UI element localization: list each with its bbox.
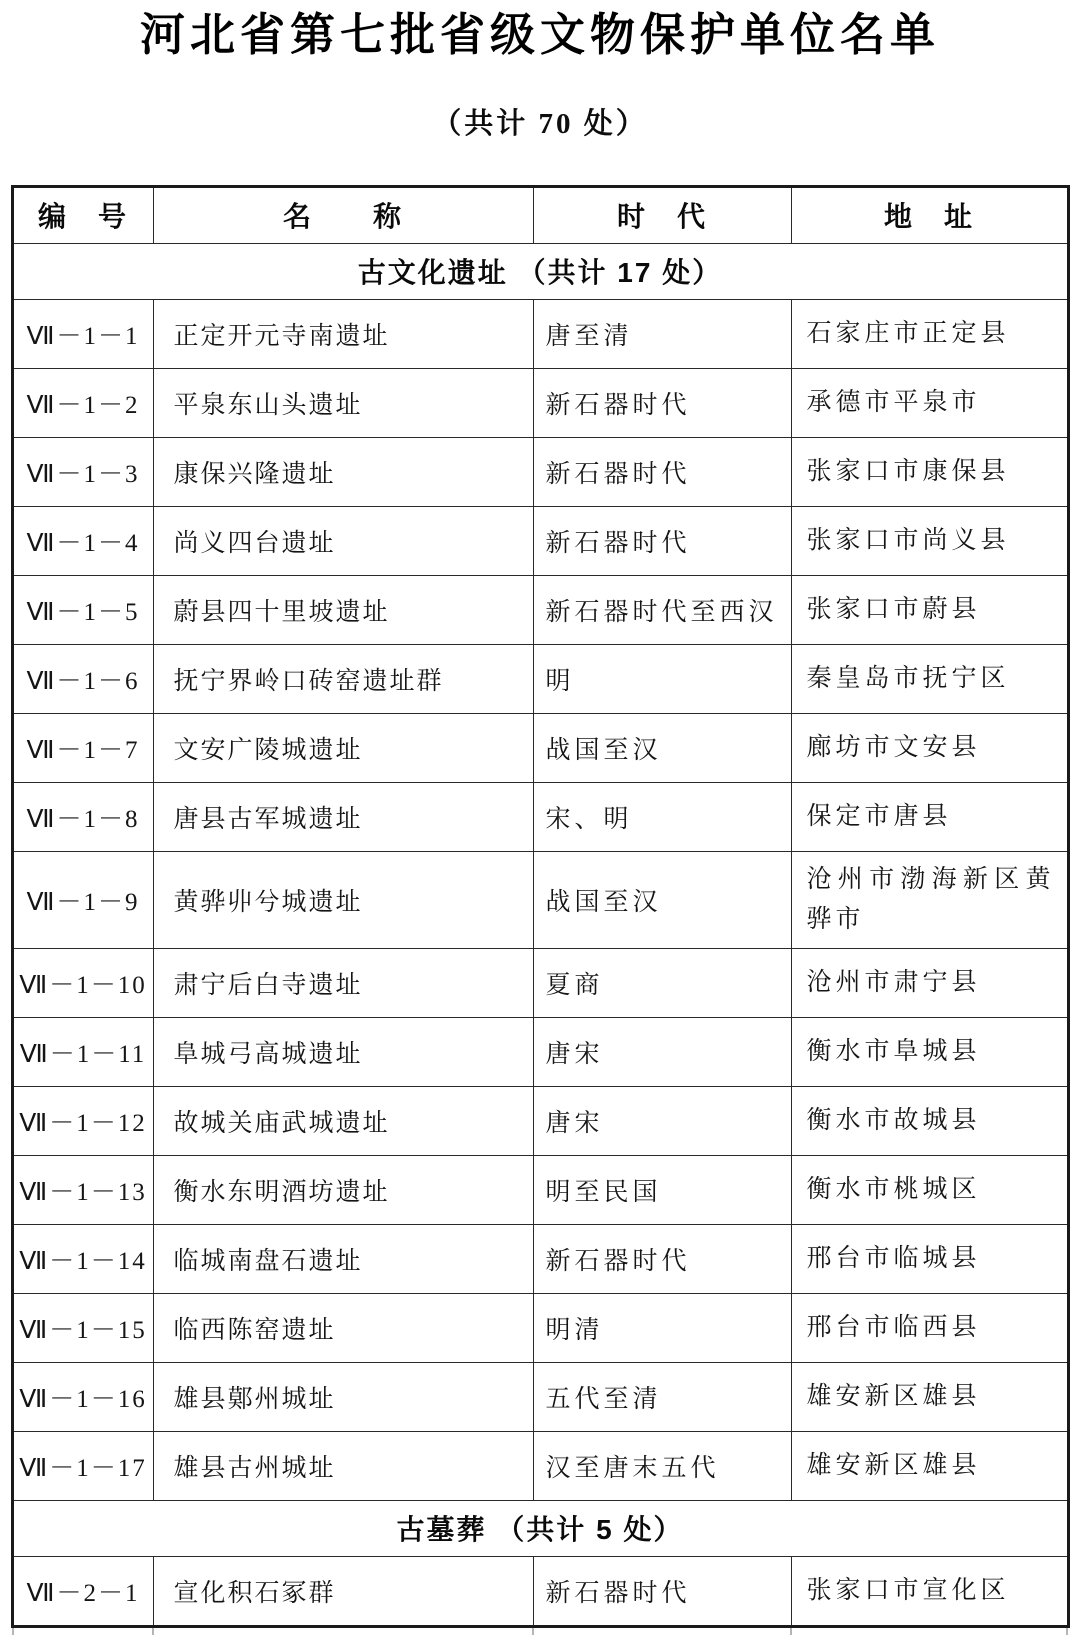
era-cell: 唐至清 [533, 299, 791, 368]
row-id-cell: Ⅶ－1－11 [12, 1017, 153, 1086]
site-name-cell: 雄县鄚州城址 [153, 1362, 533, 1431]
site-name-cell: 衡水东明酒坊遗址 [153, 1155, 533, 1224]
col-header-id: 编 号 [12, 186, 153, 243]
era-cell: 明清 [533, 1293, 791, 1362]
site-name-cell: 黄骅丱兮城遗址 [153, 851, 533, 948]
table-row [12, 851, 1068, 948]
table-row [12, 575, 1068, 644]
address-cell: 沧州市肃宁县 [791, 948, 1068, 1017]
era-cell: 新石器时代 [533, 368, 791, 437]
address-cell: 衡水市故城县 [791, 1086, 1068, 1155]
era-cell: 战国至汉 [533, 851, 791, 948]
row-id-cell: Ⅶ－2－1 [12, 1556, 153, 1626]
address-cell: 雄安新区雄县 [791, 1431, 1068, 1500]
row-id-cell: Ⅶ－1－16 [12, 1362, 153, 1431]
era-cell: 新石器时代 [533, 1224, 791, 1293]
cutoff-line [12, 1628, 14, 1635]
era-cell: 新石器时代至西汉 [533, 575, 791, 644]
era-cell: 唐宋 [533, 1086, 791, 1155]
era-cell: 新石器时代 [533, 506, 791, 575]
row-id-cell: Ⅶ－1－7 [12, 713, 153, 782]
site-name-cell: 蔚县四十里坡遗址 [153, 575, 533, 644]
table-row [12, 1362, 1068, 1431]
address-cell: 邢台市临城县 [791, 1224, 1068, 1293]
table-row [12, 1556, 1068, 1626]
row-id-cell: Ⅶ－1－13 [12, 1155, 153, 1224]
era-cell: 夏商 [533, 948, 791, 1017]
address-cell: 张家口市尚义县 [791, 506, 1068, 575]
table-row [12, 1086, 1068, 1155]
address-cell: 张家口市蔚县 [791, 575, 1068, 644]
row-id-cell: Ⅶ－1－12 [12, 1086, 153, 1155]
col-header-name: 名 称 [153, 186, 533, 243]
table-row [12, 782, 1068, 851]
table-row [12, 368, 1068, 437]
table-row [12, 1293, 1068, 1362]
era-cell: 明 [533, 644, 791, 713]
row-id-cell: Ⅶ－1－8 [12, 782, 153, 851]
cutoff-line [1066, 1628, 1068, 1635]
address-cell: 沧州市渤海新区黄骅市 [791, 851, 1068, 948]
table-row [12, 644, 1068, 713]
row-id-cell: Ⅶ－1－5 [12, 575, 153, 644]
section-label: 古墓葬 （共计 5 处） [12, 1500, 1068, 1556]
table-row [12, 1155, 1068, 1224]
site-name-cell: 雄县古州城址 [153, 1431, 533, 1500]
address-cell: 张家口市宣化区 [791, 1556, 1068, 1626]
col-header-era: 时 代 [533, 186, 791, 243]
site-name-cell: 宣化积石冢群 [153, 1556, 533, 1626]
page-subtitle: （共计 70 处） [432, 107, 648, 140]
site-name-cell: 阜城弓高城遗址 [153, 1017, 533, 1086]
address-cell: 廊坊市文安县 [791, 713, 1068, 782]
site-name-cell: 肃宁后白寺遗址 [153, 948, 533, 1017]
cutoff-line [790, 1628, 792, 1635]
era-cell: 五代至清 [533, 1362, 791, 1431]
site-name-cell: 临城南盘石遗址 [153, 1224, 533, 1293]
site-name-cell: 平泉东山头遗址 [153, 368, 533, 437]
row-id-cell: Ⅶ－1－2 [12, 368, 153, 437]
section-label: 古文化遗址 （共计 17 处） [12, 243, 1068, 299]
table-header-row [12, 186, 1068, 243]
row-id-cell: Ⅶ－1－14 [12, 1224, 153, 1293]
heritage-units-table [11, 185, 1070, 1628]
table-row [12, 1017, 1068, 1086]
table-continuation-cutoff [12, 1628, 1068, 1648]
cutoff-line [152, 1628, 154, 1635]
section-header-row [12, 1500, 1068, 1556]
address-cell: 保定市唐县 [791, 782, 1068, 851]
section-header-row [12, 243, 1068, 299]
address-cell: 邢台市临西县 [791, 1293, 1068, 1362]
page-title: 河北省第七批省级文物保护单位名单 [139, 9, 940, 60]
era-cell: 新石器时代 [533, 437, 791, 506]
row-id-cell: Ⅶ－1－3 [12, 437, 153, 506]
era-cell: 汉至唐末五代 [533, 1431, 791, 1500]
row-id-cell: Ⅶ－1－10 [12, 948, 153, 1017]
row-id-cell: Ⅶ－1－6 [12, 644, 153, 713]
table-row [12, 948, 1068, 1017]
address-cell: 衡水市阜城县 [791, 1017, 1068, 1086]
cutoff-line [532, 1628, 534, 1635]
table-row [12, 299, 1068, 368]
row-id-cell: Ⅶ－1－15 [12, 1293, 153, 1362]
address-cell: 石家庄市正定县 [791, 299, 1068, 368]
address-cell: 承德市平泉市 [791, 368, 1068, 437]
site-name-cell: 故城关庙武城遗址 [153, 1086, 533, 1155]
site-name-cell: 唐县古军城遗址 [153, 782, 533, 851]
col-header-address: 地 址 [791, 186, 1068, 243]
row-id-cell: Ⅶ－1－1 [12, 299, 153, 368]
row-id-cell: Ⅶ－1－9 [12, 851, 153, 948]
site-name-cell: 尚义四台遗址 [153, 506, 533, 575]
era-cell: 宋、明 [533, 782, 791, 851]
site-name-cell: 康保兴隆遗址 [153, 437, 533, 506]
table-row [12, 713, 1068, 782]
site-name-cell: 正定开元寺南遗址 [153, 299, 533, 368]
era-cell: 唐宋 [533, 1017, 791, 1086]
site-name-cell: 临西陈窑遗址 [153, 1293, 533, 1362]
address-cell: 雄安新区雄县 [791, 1362, 1068, 1431]
address-cell: 张家口市康保县 [791, 437, 1068, 506]
table-row [12, 506, 1068, 575]
row-id-cell: Ⅶ－1－4 [12, 506, 153, 575]
site-name-cell: 抚宁界岭口砖窑遗址群 [153, 644, 533, 713]
era-cell: 新石器时代 [533, 1556, 791, 1626]
address-cell: 衡水市桃城区 [791, 1155, 1068, 1224]
address-cell: 秦皇岛市抚宁区 [791, 644, 1068, 713]
site-name-cell: 文安广陵城遗址 [153, 713, 533, 782]
table-row [12, 1431, 1068, 1500]
table-row [12, 437, 1068, 506]
table-row [12, 1224, 1068, 1293]
era-cell: 明至民国 [533, 1155, 791, 1224]
row-id-cell: Ⅶ－1－17 [12, 1431, 153, 1500]
era-cell: 战国至汉 [533, 713, 791, 782]
